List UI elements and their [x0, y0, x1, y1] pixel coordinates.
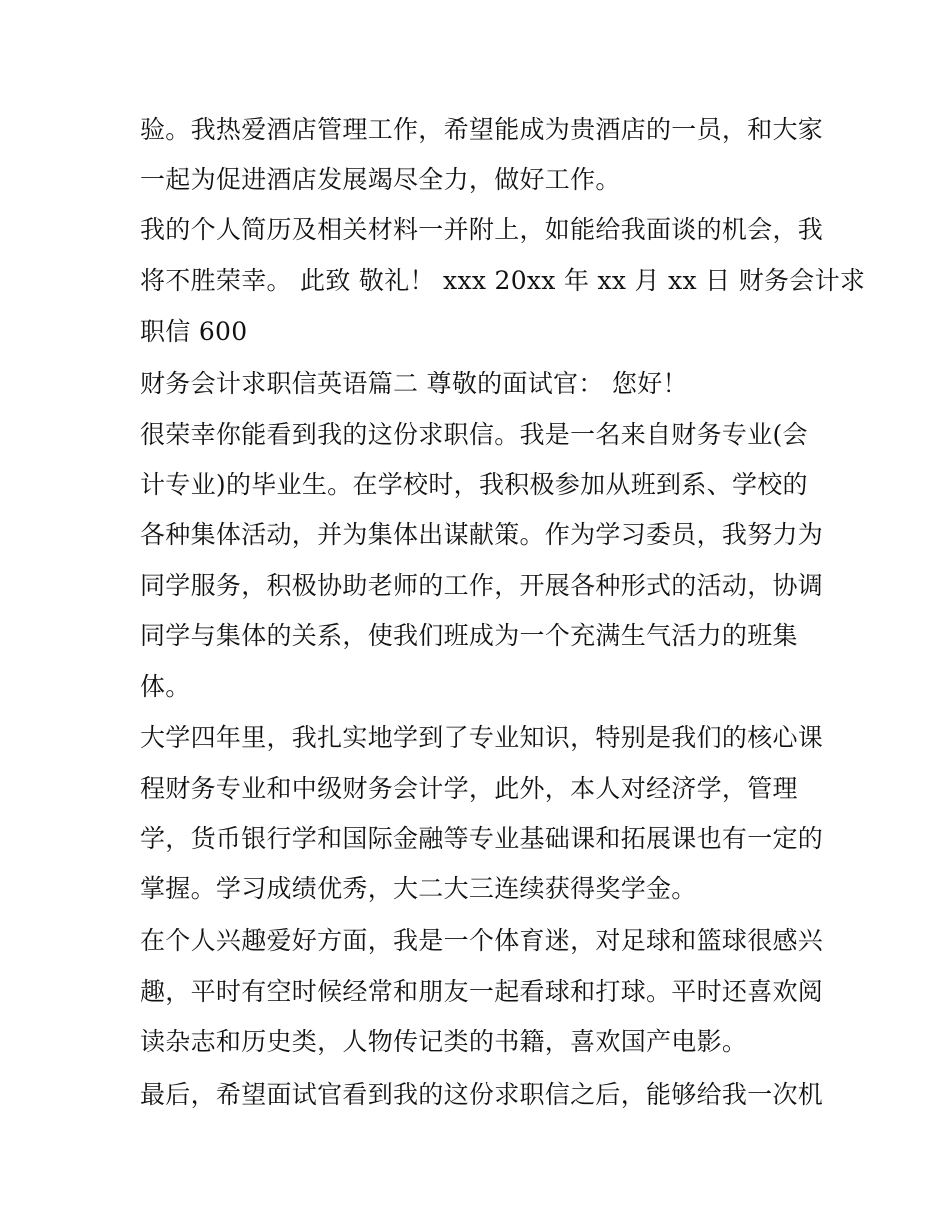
text-line-1: 验。我热爱酒店管理工作，希望能成为贵酒店的一员，和大家 — [140, 115, 824, 144]
text-line-19: 读杂志和历史类，人物传记类的书籍，喜欢国产电影。 — [140, 1027, 748, 1056]
text-line-12: 体。 — [140, 672, 191, 701]
text-line-5: 职信 600 — [140, 317, 248, 346]
text-line-14: 程财务专业和中级财务会计学，此外，本人对经济学，管理 — [140, 774, 798, 803]
text-line-18: 趣，平时有空时候经常和朋友一起看球和打球。平时还喜欢阅 — [140, 977, 824, 1006]
text-line-11: 同学与集体的关系，使我们班成为一个充满生气活力的班集 — [140, 621, 798, 650]
text-line-20: 最后，希望面试官看到我的这份求职信之后，能够给我一次机 — [140, 1080, 824, 1109]
text-line-3: 我的个人简历及相关材料一并附上，如能给我面谈的机会，我 — [140, 215, 824, 244]
text-line-6: 财务会计求职信英语篇二 尊敬的面试官： 您好！ — [140, 369, 688, 398]
text-line-4: 将不胜荣幸。 此致 敬礼！ xxx 20xx 年 xx 月 xx 日 财务会计求 — [140, 266, 866, 295]
text-line-7: 很荣幸你能看到我的这份求职信。我是一名来自财务专业(会 — [140, 420, 808, 449]
text-line-16: 掌握。学习成绩优秀，大二大三连续获得奖学金。 — [140, 874, 697, 903]
text-line-13: 大学四年里，我扎实地学到了专业知识，特别是我们的核心课 — [140, 723, 824, 752]
text-line-8: 计专业)的毕业生。在学校时，我积极参加从班到系、学校的 — [140, 470, 808, 499]
text-line-2: 一起为促进酒店发展竭尽全力，做好工作。 — [140, 165, 621, 194]
text-line-10: 同学服务，积极协助老师的工作，开展各种形式的活动，协调 — [140, 571, 824, 600]
text-line-9: 各种集体活动，并为集体出谋献策。作为学习委员，我努力为 — [140, 520, 824, 549]
text-line-17: 在个人兴趣爱好方面，我是一个体育迷，对足球和篮球很感兴 — [140, 926, 824, 955]
text-line-15: 学，货币银行学和国际金融等专业基础课和拓展课也有一定的 — [140, 824, 824, 853]
